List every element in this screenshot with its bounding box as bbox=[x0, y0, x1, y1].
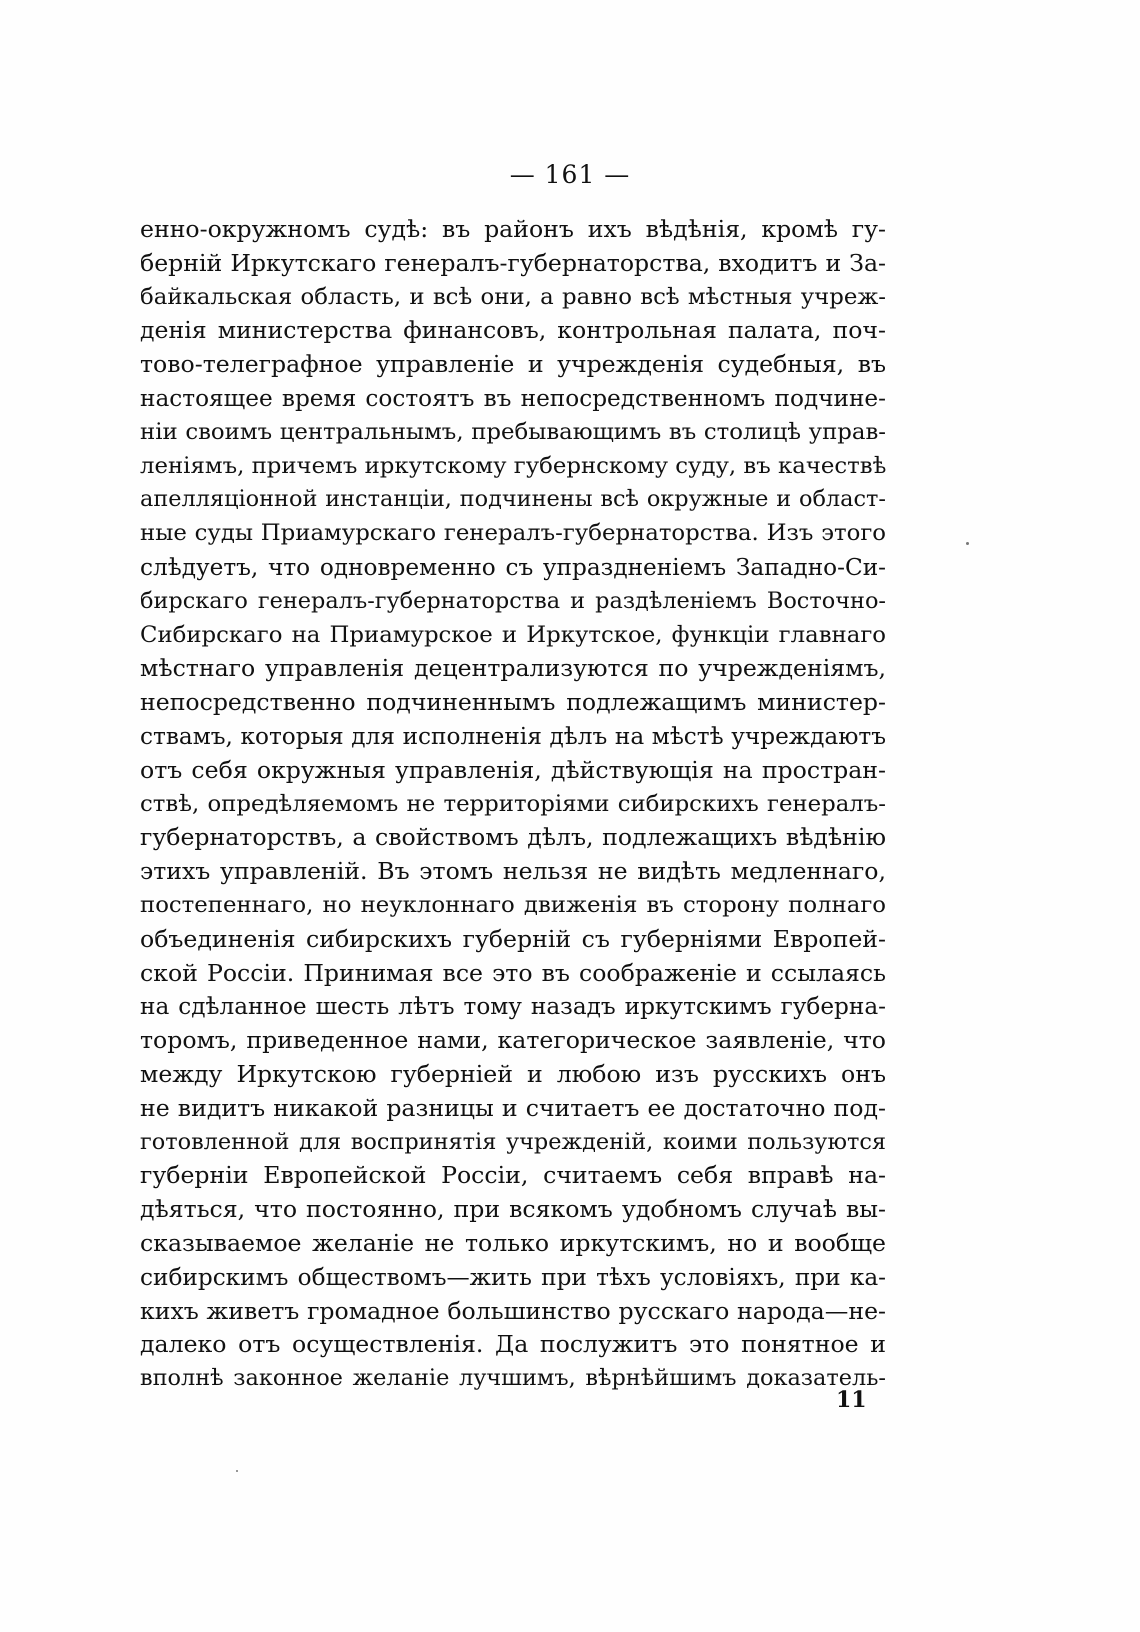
text-line: настоящее время состоятъ въ непосредственномъ подчине- bbox=[140, 384, 886, 412]
text-line: тово-телеграфное управленіе и учрежденія судебныя, въ bbox=[140, 350, 886, 379]
text-line: торомъ, приведенное нами, категорическое заявленіе, что bbox=[140, 1026, 886, 1055]
body-text bbox=[140, 213, 886, 1396]
text-line: мѣстнаго управленія децентрализуются по учрежденіямъ, bbox=[140, 654, 886, 683]
text-line: леніямъ, причемъ иркутскому губернскому суду, въ качествѣ bbox=[140, 452, 886, 479]
text-line: Сибирскаго на Приамурское и Иркутское, функціи главнаго bbox=[140, 621, 886, 648]
paper-speck bbox=[966, 542, 969, 545]
text-line: на сдѣланное шесть лѣтъ тому назадъ иркутскимъ губерна- bbox=[140, 993, 886, 1021]
text-line: апелляціонной инстанціи, подчинены всѣ окружные и област- bbox=[140, 486, 886, 513]
text-line: губернаторствъ, а свойствомъ дѣлъ, подлежащихъ вѣдѣнію bbox=[140, 823, 886, 852]
text-line: далеко отъ осуществленія. Да послужитъ это понятное и bbox=[140, 1330, 886, 1359]
signature-mark: 11 bbox=[836, 1387, 867, 1413]
text-line: ской Россіи. Принимая все это въ соображеніе и ссылаясь bbox=[140, 958, 886, 987]
text-line: кихъ живетъ громадное большинство русскаго народа—не- bbox=[140, 1296, 886, 1325]
text-line: губерніи Европейской Россіи, считаемъ себя вправѣ на- bbox=[140, 1161, 886, 1190]
text-line: дѣяться, что постоянно, при всякомъ удобномъ случаѣ вы- bbox=[140, 1195, 886, 1224]
text-line: между Иркутскою губерніей и любою изъ русскихъ онъ bbox=[140, 1059, 886, 1088]
text-line: не видитъ никакой разницы и считаетъ ее достаточно под- bbox=[140, 1093, 886, 1122]
text-line: непосредственно подчиненнымъ подлежащимъ министер- bbox=[140, 688, 886, 717]
text-line: ные суды Приамурскаго генералъ-губернаторства. Изъ этого bbox=[140, 520, 886, 547]
text-line: енно-окружномъ судѣ: въ районъ ихъ вѣдѣнія, кромѣ гу- bbox=[140, 215, 886, 243]
text-line: ніи своимъ центральнымъ, пребывающимъ въ столицѣ управ- bbox=[140, 418, 886, 445]
paper-speck bbox=[236, 1470, 238, 1472]
text-line: слѣдуетъ, что одновременно съ упраздненіемъ Западно-Си- bbox=[140, 553, 886, 581]
text-line: объединенія сибирскихъ губерній съ губерніями Европей- bbox=[140, 924, 886, 953]
text-line: денія министерства финансовъ, контрольная палата, поч- bbox=[140, 316, 886, 345]
text-line: отъ себя окружныя управленія, дѣйствующія на простран- bbox=[140, 755, 886, 784]
text-line: сказываемое желаніе не только иркутскимъ, но и вообще bbox=[140, 1228, 886, 1257]
text-line: вполнѣ законное желаніе лучшимъ, вѣрнѣйшимъ доказатель- bbox=[140, 1365, 886, 1392]
text-line: ствѣ, опредѣляемомъ не территоріями сибирскихъ генералъ- bbox=[140, 790, 886, 817]
text-line: этихъ управленій. Въ этомъ нельзя не видѣть медленнаго, bbox=[140, 857, 886, 886]
text-line: байкальская область, и всѣ они, а равно всѣ мѣстныя учреж- bbox=[140, 283, 886, 310]
text-line: готовленной для воспринятія учрежденій, коими пользуются bbox=[140, 1128, 886, 1155]
text-line: берній Иркутскаго генералъ-губернаторства, входитъ и За- bbox=[140, 248, 886, 277]
text-line: сибирскимъ обществомъ—жить при тѣхъ условіяхъ, при ка- bbox=[140, 1263, 886, 1291]
text-line: постепеннаго, но неуклоннаго движенія въ сторону полнаго bbox=[140, 891, 886, 918]
text-line: ствамъ, которыя для исполненія дѣлъ на мѣстѣ учреждаютъ bbox=[140, 722, 886, 750]
text-line: бирскаго генералъ-губернаторства и раздѣленіемъ Восточно- bbox=[140, 587, 886, 614]
page-number: — 161 — bbox=[509, 160, 631, 189]
